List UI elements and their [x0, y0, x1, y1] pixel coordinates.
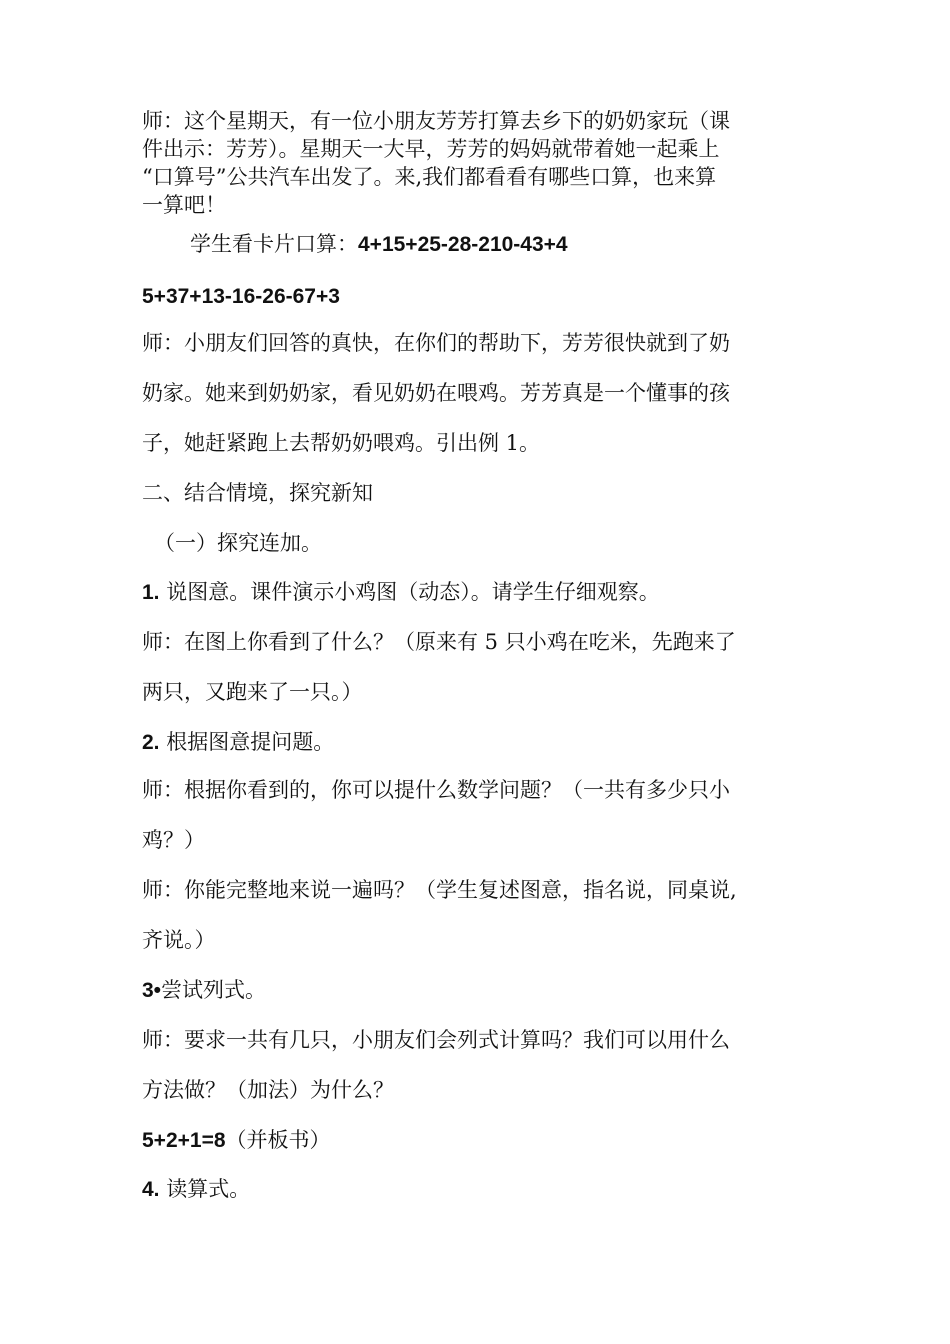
teacher-reply-paragraph: [142, 318, 812, 468]
step-4: [142, 1164, 812, 1215]
question-1-paragraph: [142, 617, 812, 717]
step-number: 2.: [142, 731, 160, 754]
intro-paragraph: [142, 107, 812, 219]
question-4-paragraph: [142, 1015, 812, 1115]
question-2-paragraph: [142, 765, 812, 865]
formula-expression: 5+2+1=8: [142, 1129, 226, 1152]
section-heading: 二、结合情境，探究新知: [142, 481, 373, 505]
step-text: 读算式。: [159, 1177, 251, 1201]
text-line: 齐说。）: [142, 928, 216, 952]
step-number: 3•: [142, 979, 162, 1002]
text-line: 师：要求一共有几只，小朋友们会列式计算吗？我们可以用什么: [142, 1028, 730, 1052]
text-line: 师：在图上你看到了什么？（原来有 5 只小鸡在吃米，先跑来了: [142, 630, 736, 654]
text-line: 方法做？（加法）为什么？: [142, 1078, 394, 1102]
text-line: 两只，又跑来了一只。）: [142, 680, 363, 704]
question-3-paragraph: [142, 865, 812, 965]
text-line: 师：根据你看到的，你可以提什么数学问题？（一共有多少只小: [142, 778, 730, 802]
step-1: [142, 567, 812, 618]
oral-calc-expression-1: 4+15+25-28-210-43+4: [358, 233, 568, 256]
step-number: 1.: [142, 581, 160, 604]
text-line: 奶家。她来到奶奶家，看见奶奶在喂鸡。芳芳真是一个懂事的孩: [142, 381, 730, 405]
step-text: 尝试列式。: [161, 978, 267, 1002]
step-2: [142, 717, 812, 768]
text-line: 师：你能完整地来说一遍吗？（学生复述图意，指名说，同桌说,: [142, 878, 737, 902]
formula-note: （并板书）: [225, 1128, 331, 1152]
text-line: 师：小朋友们回答的真快，在你们的帮助下，芳芳很快就到了奶: [142, 331, 730, 355]
step-number: 4.: [142, 1178, 160, 1201]
text-line: 师：这个星期天，有一位小朋友芳芳打算去乡下的奶奶家玩（课: [142, 109, 730, 133]
subsection-heading: （一）探究连加。: [154, 531, 322, 555]
oral-calc-expression-2: 5+37+13-16-26-67+3: [142, 285, 340, 308]
text-line: 件出示：芳芳）。星期天一大早，芳芳的妈妈就带着她一起乘上: [142, 137, 720, 161]
step-text: 说图意。课件演示小鸡图（动态）。请学生仔细观察。: [159, 580, 660, 604]
formula-line: [142, 1115, 812, 1166]
step-3: [142, 965, 812, 1016]
oral-calc-line: [142, 219, 860, 270]
text-line: “口算号”公共汽车出发了。来,我们都看看有哪些口算，也来算: [142, 165, 717, 189]
text-line: 一算吧！: [142, 193, 226, 217]
text-line: 子，她赶紧跑上去帮奶奶喂鸡。引出例 1。: [142, 431, 541, 455]
text-line: 鸡？）: [142, 828, 205, 852]
step-text: 根据图意提问题。: [159, 730, 335, 754]
oral-calc-prefix: 学生看卡片口算：: [190, 232, 358, 256]
